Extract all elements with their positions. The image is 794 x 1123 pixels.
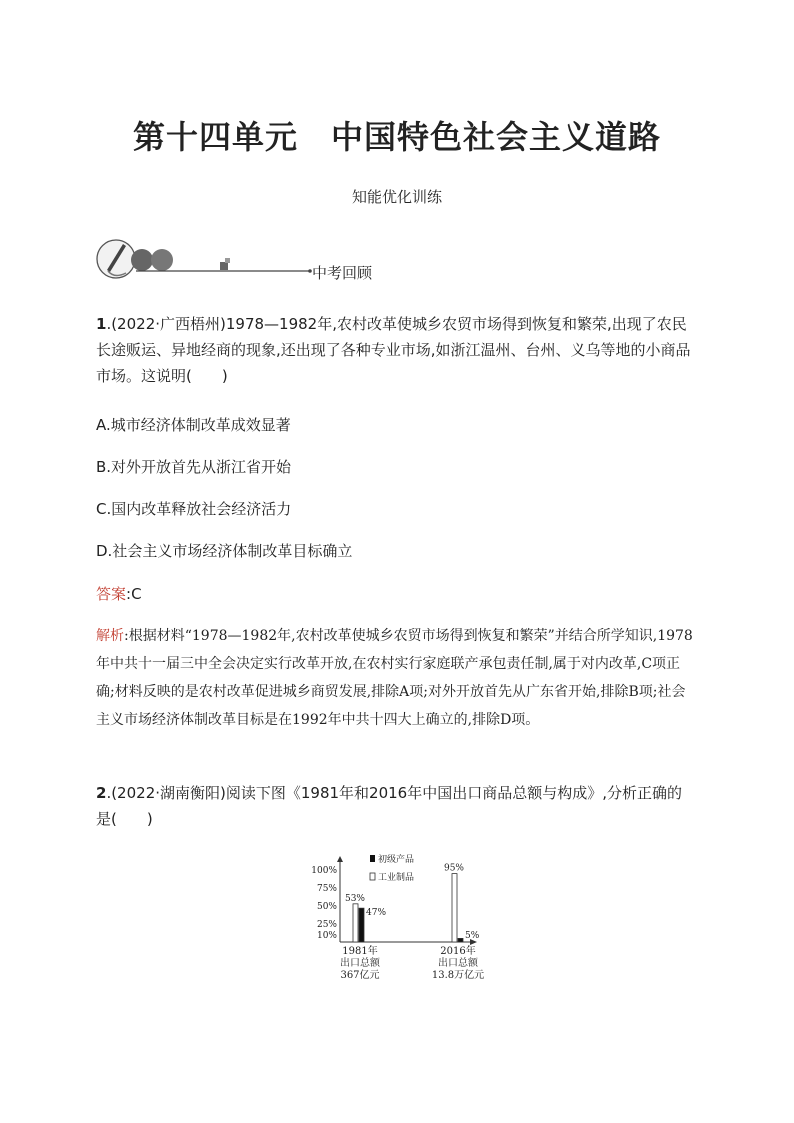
data-label: 47% bbox=[366, 908, 387, 919]
question-text: .(2022·广西梧州)1978—1982年,农村改革使城乡农贸市场得到恢复和繁荣,出现了农民长途贩运、异地经商的现象,还出现了各种专业市场,如浙江温州、台州、义乌等地的小商品市场。这说明( ) bbox=[96, 315, 691, 385]
data-label: 5% bbox=[465, 931, 480, 941]
data-label: 95% bbox=[443, 863, 465, 874]
analysis-text: :根据材料“1978—1982年,农村改革使城乡农贸市场得到恢复和繁荣”并结合所学知识,1978年中共十一届三中全会决定实行改革开放,在农村实行家庭联产承包责任制,属于对内改革,C项正确;材料反映的是农村改革促进城乡商贸发展,排除A项;对外开放首先从广东省开始,排除B项;社会主义市场经济体制改革目标是在1992年中共十四大上确立的,排除D项。 bbox=[96, 628, 693, 728]
dot-icon bbox=[131, 249, 153, 271]
legend-label: 工业制品 bbox=[378, 873, 415, 883]
question-2-stem bbox=[96, 780, 696, 832]
y-axis-arrow bbox=[337, 856, 343, 862]
export-chart bbox=[300, 848, 500, 988]
bar bbox=[458, 938, 463, 942]
question-number: 2 bbox=[96, 784, 107, 802]
square-icon bbox=[220, 262, 228, 270]
y-tick-label: 100% bbox=[311, 866, 337, 876]
category-label: 2016年 bbox=[440, 946, 476, 957]
bar bbox=[359, 908, 364, 942]
category-label: 367亿元 bbox=[340, 970, 380, 981]
chart-svg bbox=[300, 848, 500, 988]
option-d: D.社会主义市场经济体制改革目标确立 bbox=[96, 542, 353, 560]
question-number: 1 bbox=[96, 315, 107, 333]
option-a: A.城市经济体制改革成效显著 bbox=[96, 416, 291, 434]
legend-swatch-industrial bbox=[370, 873, 375, 880]
answer-label: 答案 bbox=[96, 585, 127, 603]
page-subtitle: 知能优化训练 bbox=[351, 188, 442, 206]
section-header bbox=[96, 236, 416, 286]
category-label: 13.8万亿元 bbox=[431, 970, 485, 981]
category-label: 出口总额 bbox=[340, 958, 380, 969]
y-tick-label: 50% bbox=[316, 902, 337, 912]
option-c: C.国内改革释放社会经济活力 bbox=[96, 500, 292, 518]
answer-value: :C bbox=[126, 585, 142, 603]
y-tick-label: 10% bbox=[316, 930, 337, 941]
section-label: 中考回顾 bbox=[312, 264, 373, 282]
legend-swatch-primary bbox=[370, 855, 375, 862]
answer-line bbox=[96, 583, 142, 604]
y-tick-label: 75% bbox=[316, 884, 337, 894]
category-label: 出口总额 bbox=[438, 958, 478, 969]
legend-label: 初级产品 bbox=[378, 855, 415, 865]
bar bbox=[452, 874, 457, 942]
category-label: 1981年 bbox=[342, 946, 378, 957]
dot-icon bbox=[151, 249, 173, 271]
y-tick-label: 25% bbox=[316, 920, 337, 930]
question-1-stem bbox=[96, 311, 696, 389]
page-title: 第十四单元 中国特色社会主义道路 bbox=[132, 118, 661, 156]
option-b: B.对外开放首先从浙江省开始 bbox=[96, 458, 292, 476]
analysis-block bbox=[96, 622, 696, 734]
question-text: .(2022·湖南衡阳)阅读下图《1981年和2016年中国出口商品总额与构成》,分析正确的是( ) bbox=[96, 784, 682, 828]
bar bbox=[353, 904, 358, 942]
data-label: 53% bbox=[344, 893, 366, 904]
analysis-label: 解析 bbox=[96, 628, 124, 644]
